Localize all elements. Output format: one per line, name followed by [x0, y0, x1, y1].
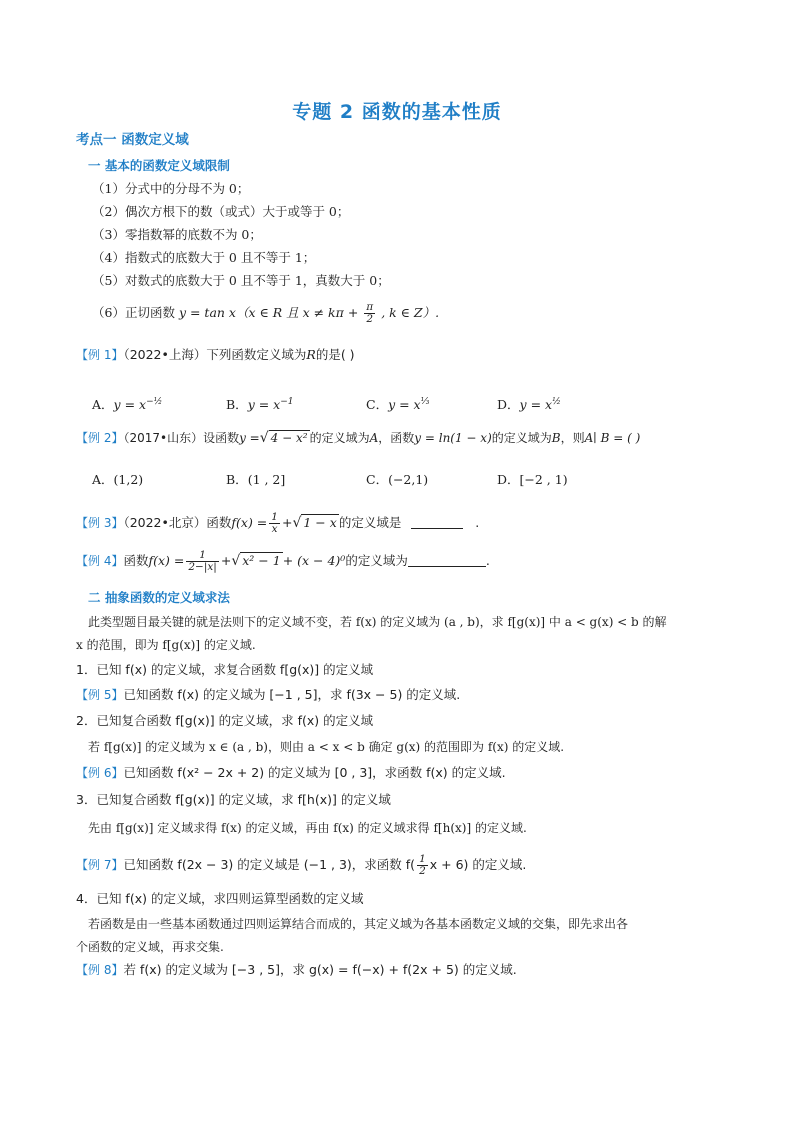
fraction-denominator: 2	[419, 865, 426, 877]
rule-item-tangent	[92, 302, 439, 325]
example-math: f(x) =	[231, 515, 268, 530]
fraction-numerator: 1	[271, 511, 278, 523]
option-a	[92, 394, 162, 413]
option-b	[226, 472, 285, 488]
example-text: 函数	[123, 553, 149, 568]
tangent-domain-math: y = tan x（x ∈ R 且 x ≠ kπ +	[178, 305, 359, 320]
fraction-numerator: 1	[186, 550, 218, 562]
method-item-3: 3．已知复合函数 f[g(x)] 的定义域，求 f[h(x)] 的定义域	[76, 792, 391, 807]
option-label: D．	[497, 397, 520, 413]
method-item-4: 4．已知 f(x) 的定义域，求四则运算型函数的定义域	[76, 891, 364, 906]
option-label: D．	[497, 472, 520, 487]
rule-item: （1）分式中的分母不为 0；	[92, 181, 250, 196]
pi-over-two-fraction	[364, 302, 375, 325]
option-label: A．	[92, 472, 114, 487]
example-tag: 【例 6】	[76, 766, 124, 780]
set-b: B	[551, 431, 561, 445]
page-title: 专题 2 函数的基本性质	[292, 101, 502, 123]
section-heading-domain: 考点一 函数定义域	[76, 132, 189, 148]
sqrt-icon: √	[231, 553, 241, 569]
example-2	[76, 430, 640, 446]
paragraph-line: 此类型题目最关键的就是法则下的定义域不变，若 f(x) 的定义域为 (a , b)，求 f[g(x)] 中 a < g(x) < b 的解	[88, 615, 667, 629]
option-label: C．	[366, 472, 389, 487]
subsection-heading-basic-limits: 一 基本的函数定义域限制	[88, 158, 230, 173]
option-d	[497, 394, 561, 413]
option-exponent: −½	[146, 397, 163, 407]
example-text: ，函数	[378, 431, 415, 445]
example-math: y =	[239, 431, 260, 445]
sqrt-icon: √	[259, 430, 269, 446]
paragraph-line: 个函数的定义域，再求交集.	[76, 940, 224, 954]
example-text: ，则	[560, 431, 585, 445]
fraction-denominator: 2	[366, 313, 374, 325]
example-math: A∣ B = ( )	[584, 431, 641, 445]
example-text: 已知函数 f(x² − 2x + 2) 的定义域为 [0 , 3]，求函数 f(x) 的定义域.	[123, 765, 506, 780]
option-value: (−2,1)	[388, 472, 429, 487]
example-end: 的定义域是	[338, 515, 402, 530]
example-text: （2017•山东）设函数	[123, 431, 240, 445]
example-end: .	[485, 553, 490, 568]
plus-sign: +	[281, 515, 293, 530]
option-c	[366, 472, 428, 488]
rule-item: （4）指数式的底数大于 0 且不等于 1；	[92, 250, 316, 265]
fraction	[186, 550, 218, 573]
example-text: 若 f(x) 的定义域为 [−3 , 5]，求 g(x) = f(−x) + f(2x + 5) 的定义域.	[123, 962, 517, 977]
tangent-domain-end: , k ∈ Z）.	[381, 305, 440, 320]
rule-prefix: （6）正切函数	[92, 305, 175, 320]
example-text: （2022•北京）函数	[123, 515, 232, 530]
fraction-denominator: 2−|x|	[188, 561, 217, 573]
example-math: f(x) =	[148, 553, 185, 568]
option-value: (1,2)	[113, 472, 144, 487]
option-math: y = x	[519, 397, 553, 413]
example-4	[76, 550, 490, 573]
option-label: B．	[226, 397, 248, 413]
sqrt-radicand: 1 − x	[303, 515, 337, 530]
paragraph-line: x 的范围，即为 f[g(x)] 的定义域.	[76, 638, 256, 652]
example-1	[76, 347, 355, 363]
option-label: C．	[366, 397, 389, 413]
example-8	[76, 962, 517, 978]
example-6	[76, 765, 506, 781]
option-math: y = x	[247, 397, 281, 413]
sqrt-icon: √	[292, 515, 302, 531]
option-d	[497, 472, 568, 488]
example-3	[76, 512, 479, 535]
example-text: x + 6) 的定义域.	[429, 857, 527, 872]
option-value: [−2 , 1)	[519, 472, 568, 487]
example-math: R	[306, 347, 316, 362]
fraction-numerator: π	[366, 301, 374, 313]
example-math: + (x − 4)⁰	[282, 553, 346, 568]
answer-blank[interactable]	[408, 554, 486, 567]
rule-item: （5）对数式的底数大于 0 且不等于 1，真数大于 0；	[92, 273, 390, 288]
example-end: 的定义域为	[345, 553, 408, 568]
example-tag: 【例 3】	[76, 516, 124, 530]
option-exponent: ⅓	[420, 397, 430, 407]
fraction-numerator: 1	[419, 853, 426, 865]
answer-blank[interactable]	[411, 516, 463, 529]
example-tag: 【例 2】	[76, 431, 124, 445]
fraction	[417, 854, 428, 877]
option-math: y = x	[388, 397, 421, 413]
method-description: 先由 f[g(x)] 定义域求得 f(x) 的定义域，再由 f(x) 的定义域求得 f[h(x)] 的定义域.	[88, 821, 527, 835]
example-text: 已知函数 f(x) 的定义域为 [−1 , 5]，求 f(3x − 5) 的定义域.	[123, 687, 461, 702]
option-label: A．	[92, 397, 114, 413]
option-b	[226, 394, 294, 413]
rule-item: （2）偶次方根下的数（或式）大于或等于 0；	[92, 204, 350, 219]
example-end: 的是( )	[315, 347, 355, 362]
option-c	[366, 394, 429, 413]
option-a	[92, 472, 143, 488]
set-a: A	[369, 431, 379, 445]
option-label: B．	[226, 472, 248, 487]
sqrt-radicand: 4 − x²	[270, 431, 308, 445]
fraction	[269, 512, 280, 535]
option-exponent: ½	[552, 397, 561, 407]
example-text: 的定义域为	[309, 431, 370, 445]
option-exponent: −1	[280, 397, 294, 407]
paragraph-line: 若函数是由一些基本函数通过四则运算结合而成的，其定义域为各基本函数定义域的交集，即先求出各	[88, 917, 629, 931]
option-value: (1 , 2]	[247, 472, 286, 487]
plus-sign: +	[220, 553, 232, 568]
option-math: y = x	[113, 397, 147, 413]
subsection-heading-abstract: 二 抽象函数的定义域求法	[88, 590, 230, 605]
method-item-1: 1．已知 f(x) 的定义域，求复合函数 f[g(x)] 的定义域	[76, 662, 374, 677]
method-description: 若 f[g(x)] 的定义域为 x ∈ (a , b)，则由 a < x < b 确定 g(x) 的范围即为 f(x) 的定义域.	[88, 740, 565, 754]
method-item-2: 2．已知复合函数 f[g(x)] 的定义域，求 f(x) 的定义域	[76, 713, 374, 728]
example-text: （2022•上海）下列函数定义域为	[123, 347, 307, 362]
example-math: y = ln(1 − x)	[414, 431, 492, 445]
example-tag: 【例 1】	[76, 348, 124, 362]
example-end: .	[475, 515, 480, 530]
example-7	[76, 854, 526, 877]
example-5	[76, 687, 460, 703]
example-tag: 【例 7】	[76, 858, 124, 872]
rule-item: （3）零指数幂的底数不为 0；	[92, 227, 262, 242]
example-tag: 【例 5】	[76, 688, 124, 702]
example-text: 的定义域为	[491, 431, 552, 445]
fraction-denominator: x	[271, 523, 278, 535]
example-text: 已知函数 f(2x − 3) 的定义域是 (−1 , 3)，求函数 f(	[123, 857, 416, 872]
example-tag: 【例 8】	[76, 963, 124, 977]
example-tag: 【例 4】	[76, 554, 124, 568]
sqrt-radicand: x² − 1	[242, 553, 281, 568]
